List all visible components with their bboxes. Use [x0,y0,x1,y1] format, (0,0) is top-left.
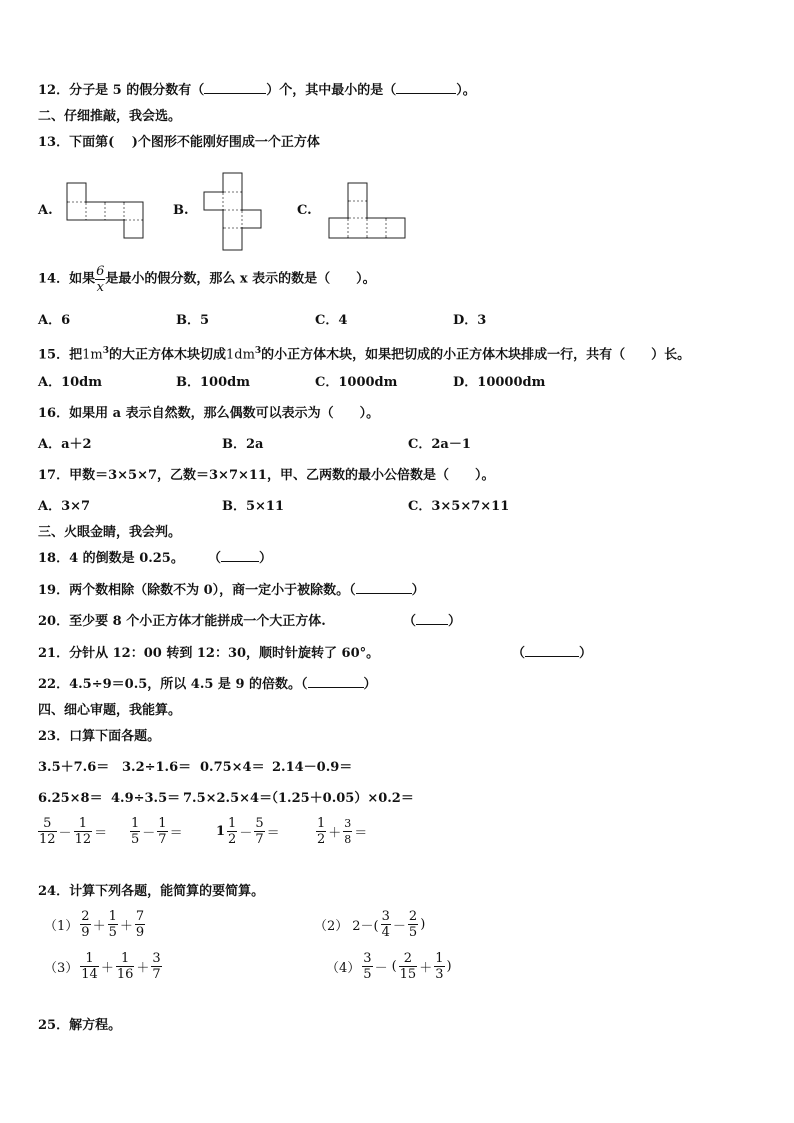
q23-r1-item-2: 3.2÷1.6＝ [122,760,192,775]
q17-option-a[interactable]: A．3×7 [38,499,91,514]
q24-problem-1: （1） $\frac{2}{9}$ ＋ $\frac{1}{5}$ ＋ $\frac{7}{9}$ [44,909,145,940]
cube-net-a-figure[interactable] [60,176,150,246]
q16-option-c[interactable]: C．2a－1 [408,437,471,452]
q17-option-b[interactable]: B．5×11 [222,499,285,514]
section-3-heading: 三、火眼金睛，我会判。 [38,525,182,540]
q13-text: 13．下面第( )个图形不能刚好围成一个正方体 [38,135,320,150]
q17-text: 17．甲数＝3×5×7，乙数＝3×7×11，甲、乙两数的最小公倍数是（ ）。 [38,468,495,483]
q16-text: 16．如果用 a 表示自然数，那么偶数可以表示为（ ）。 [38,406,380,421]
q13-option-a-label: A. [38,203,53,218]
q23-title: 23．口算下面各题。 [38,729,161,744]
section-2-heading: 二、仔细推敲，我会选。 [38,109,182,124]
q23-fraction-expr-3: 1 $\frac{1}{2}$ － $\frac{5}{7}$ ＝ [216,816,280,847]
q21-answer-box[interactable]: （ ） [512,646,593,661]
q18-answer-box[interactable]: （ ） [208,551,273,566]
q20-text: 20．至少要 8 个小正方体才能拼成一个大正方体. [38,614,326,629]
q15: 15．把$1m^3$的大正方体木块切成$1dm^3$的小正方体木块，如果把切成的小正方体木块排成一行，共有（ ）长。 [38,346,691,363]
q22: 22．4.5÷9＝0.5，所以 4.5 是 9 的倍数。（ ） [38,677,377,692]
q19: 19．两个数相除（除数不为 0），商一定小于被除数。（ ） [38,583,425,598]
q14-fraction: $\frac{6}{x}$ [96,264,105,295]
answer-blank[interactable] [204,93,266,94]
q15-option-c[interactable]: C．1000dm [315,375,398,390]
q23-r2-item-3: 7.5×2.5×4＝ [183,791,273,806]
q22-answer-blank[interactable] [308,687,364,688]
section-4-heading: 四、细心审题，我能算。 [38,703,182,718]
q17-option-c[interactable]: C．3×5×7×11 [408,499,510,514]
q15-option-a[interactable]: A．10dm [38,375,103,390]
cube-net-b-figure[interactable] [200,170,270,254]
q19-answer-blank[interactable] [356,593,412,594]
q21-text: 21．分针从 12：00 转到 12：30，顺时针旋转了 60°。 [38,646,380,661]
q20-answer-box[interactable]: （ ） [403,614,462,629]
q15-option-d[interactable]: D．10000dm [453,375,546,390]
q18-text: 18．4 的倒数是 0.25。 [38,551,184,566]
q23-r1-item-4: 2.14－0.9＝ [272,760,353,775]
q23-r1-item-3: 0.75×4＝ [200,760,265,775]
q24-problem-3: （3） $\frac{1}{14}$ ＋ $\frac{1}{16}$ ＋ $\frac{3}{7}$ [44,951,161,982]
q14-option-b[interactable]: B．5 [176,313,210,328]
answer-blank[interactable] [396,93,456,94]
q23-fraction-expr-4: $\frac{1}{2}$ ＋ $\frac{3}{8}$ ＝ [317,816,368,847]
q15-option-b[interactable]: B．100dm [176,375,250,390]
cube-net-c-figure[interactable] [322,178,412,244]
q13-option-c-label: C. [297,203,312,218]
q24-problem-4: （4） $\frac{3}{5}$ － ( $\frac{2}{15}$ ＋ $\frac{1}{3}$ ) [326,951,452,982]
q12: 12．分子是 5 的假分数有（ ）个，其中最小的是（ ）。 [38,83,476,98]
q23-fraction-expr-1: $\frac{5}{12}$ － $\frac{1}{12}$ ＝ [39,816,108,847]
q14-option-a[interactable]: A．6 [38,313,71,328]
q24-title: 24．计算下列各题，能简算的要简算。 [38,884,265,899]
q13-option-b-label: B. [173,203,189,218]
q14: 14．如果 $\frac{6}{x}$ 是最小的假分数，那么 x 表示的数是（ ）。 [38,264,376,295]
q25-title: 25．解方程。 [38,1018,122,1033]
q23-r2-item-4: （1.25＋0.05）×0.2＝ [265,791,414,806]
q14-option-d[interactable]: D．3 [453,313,487,328]
q23-r2-item-2: 4.9÷3.5＝ [111,791,181,806]
q16-option-b[interactable]: B．2a [222,437,264,452]
q23-fraction-expr-2: $\frac{1}{5}$ － $\frac{1}{7}$ ＝ [131,816,183,847]
q24-problem-2: （2） 2－( $\frac{3}{4}$ － $\frac{2}{5}$ ) [314,909,426,940]
q23-r1-item-1: 3.5＋7.6＝ [38,760,110,775]
q23-r2-item-1: 6.25×8＝ [38,791,103,806]
q16-option-a[interactable]: A．a＋2 [38,437,92,452]
q14-option-c[interactable]: C．4 [315,313,348,328]
